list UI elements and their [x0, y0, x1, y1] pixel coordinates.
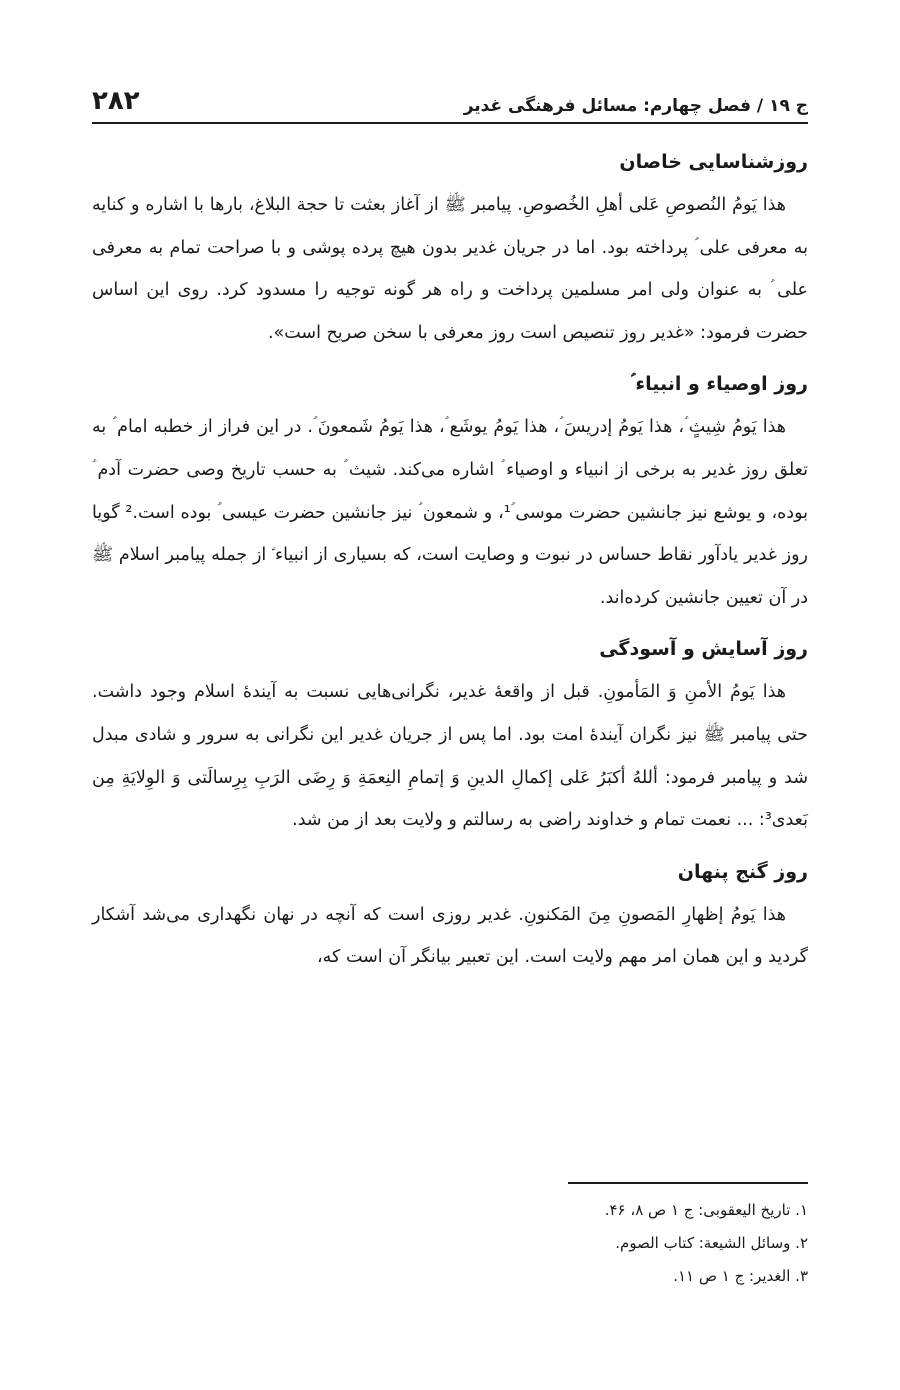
- section-title: روز اوصیاء و انبیاء ؑ: [630, 373, 808, 396]
- footnote-item: ۲. وسائل الشیعة: کتاب الصوم.: [615, 1234, 808, 1252]
- footnote-item: ۳. الغدیر: ج ۱ ص ۱۱.: [673, 1267, 808, 1285]
- section-1: [92, 140, 808, 354]
- footnote-divider: [568, 1182, 808, 1184]
- section-3: [92, 627, 808, 841]
- page-number: ۲۸۲: [92, 86, 140, 116]
- section-title: روز گنج پنهان: [677, 860, 808, 883]
- book-page: [92, 0, 808, 1390]
- running-title: ج ۱۹ / فصل چهارم: مسائل فرهنگی غدیر: [463, 96, 808, 116]
- section-4: [92, 850, 808, 979]
- section-paragraph: هذا یَومُ إظهارِ المَصونِ مِنَ المَکنونِ. غدیر روزی است که آنچه در نهان نگهداری می‌شد آشکار گردید و این همان امر مهم ولایت است. این تعبیر بیانگر آن است که،: [92, 904, 808, 968]
- section-title: روزشناسایی خاصان: [619, 151, 808, 173]
- section-paragraph: هذا یَومُ الأمنِ وَ المَأمونِ. قبل از واقعهٔ غدیر، نگرانی‌هایی نسبت به آیندهٔ اسلام وجود داشت. حتی پیامبر ﷺ نیز نگران آیندهٔ امت بود. اما پس از جریان غدیر این نگرانی به سرور و شادی مبدل شد و پیامبر فرمود: أللهُ أکبَرُ عَلی إکمالِ الدینِ وَ إتمامِ النِعمَةِ وَ رِضَی الرَبِ بِرِسالَتی وَ الوِلایَةِ مِن بَعدی³: ... نعمت تمام و خداوند راضی به رسالتم و ولایت بعد از من شد.: [92, 682, 808, 831]
- section-paragraph: هذا یَومُ النُصوصِ عَلی أهلِ الخُصوصِ. پیامبر ﷺ از آغاز بعثت تا حجة البلاغ، بارها با اشاره و کنایه به معرفی علی ؑ پرداخته بود. اما در جریان غدیر بدون هیچ پرده پوشی و با صراحت تمام به معرفی علی ؑ به عنوان ولی امر مسلمین پرداخت و راه هر گونه توجیه را مسدود کرد. روی این اساس حضرت فرمود: «غدیر روز تنصیص است روز معرفی با سخن صریح است».: [92, 195, 808, 343]
- footnote-item: ۱. تاریخ الیعقوبی: ج ۱ ص ۸، ۴۶.: [604, 1201, 808, 1219]
- page-header: [92, 72, 808, 124]
- section-2: [92, 362, 808, 619]
- main-content: [92, 140, 808, 987]
- footnotes: [92, 1194, 808, 1293]
- section-paragraph: هذا یَومُ شِیثٍ ؑ، هذا یَومُ إدریسَ ؑ، هذا یَومُ یوشَع ؑ، هذا یَومُ شَمعونَ ؑ. در این فراز از خطبه امام ؑ به تعلق روز غدیر به برخی از انبیاء و اوصیاء ؑ اشاره می‌کند. شیث ؑ به حسب تاریخ وصی حضرت آدم ؑ بوده، و یوشع نیز جانشین حضرت موسی ؑ¹، و شمعون ؑ نیز جانشین حضرت عیسی ؑ بوده است.² گویا روز غدیر یادآور نقاط حساس در نبوت و وصایت است، که بسیاری از انبیاء ؑ از جمله پیامبر اسلام ﷺ در آن تعیین جانشین کرده‌اند.: [92, 417, 808, 608]
- section-title: روز آسایش و آسودگی: [599, 638, 808, 661]
